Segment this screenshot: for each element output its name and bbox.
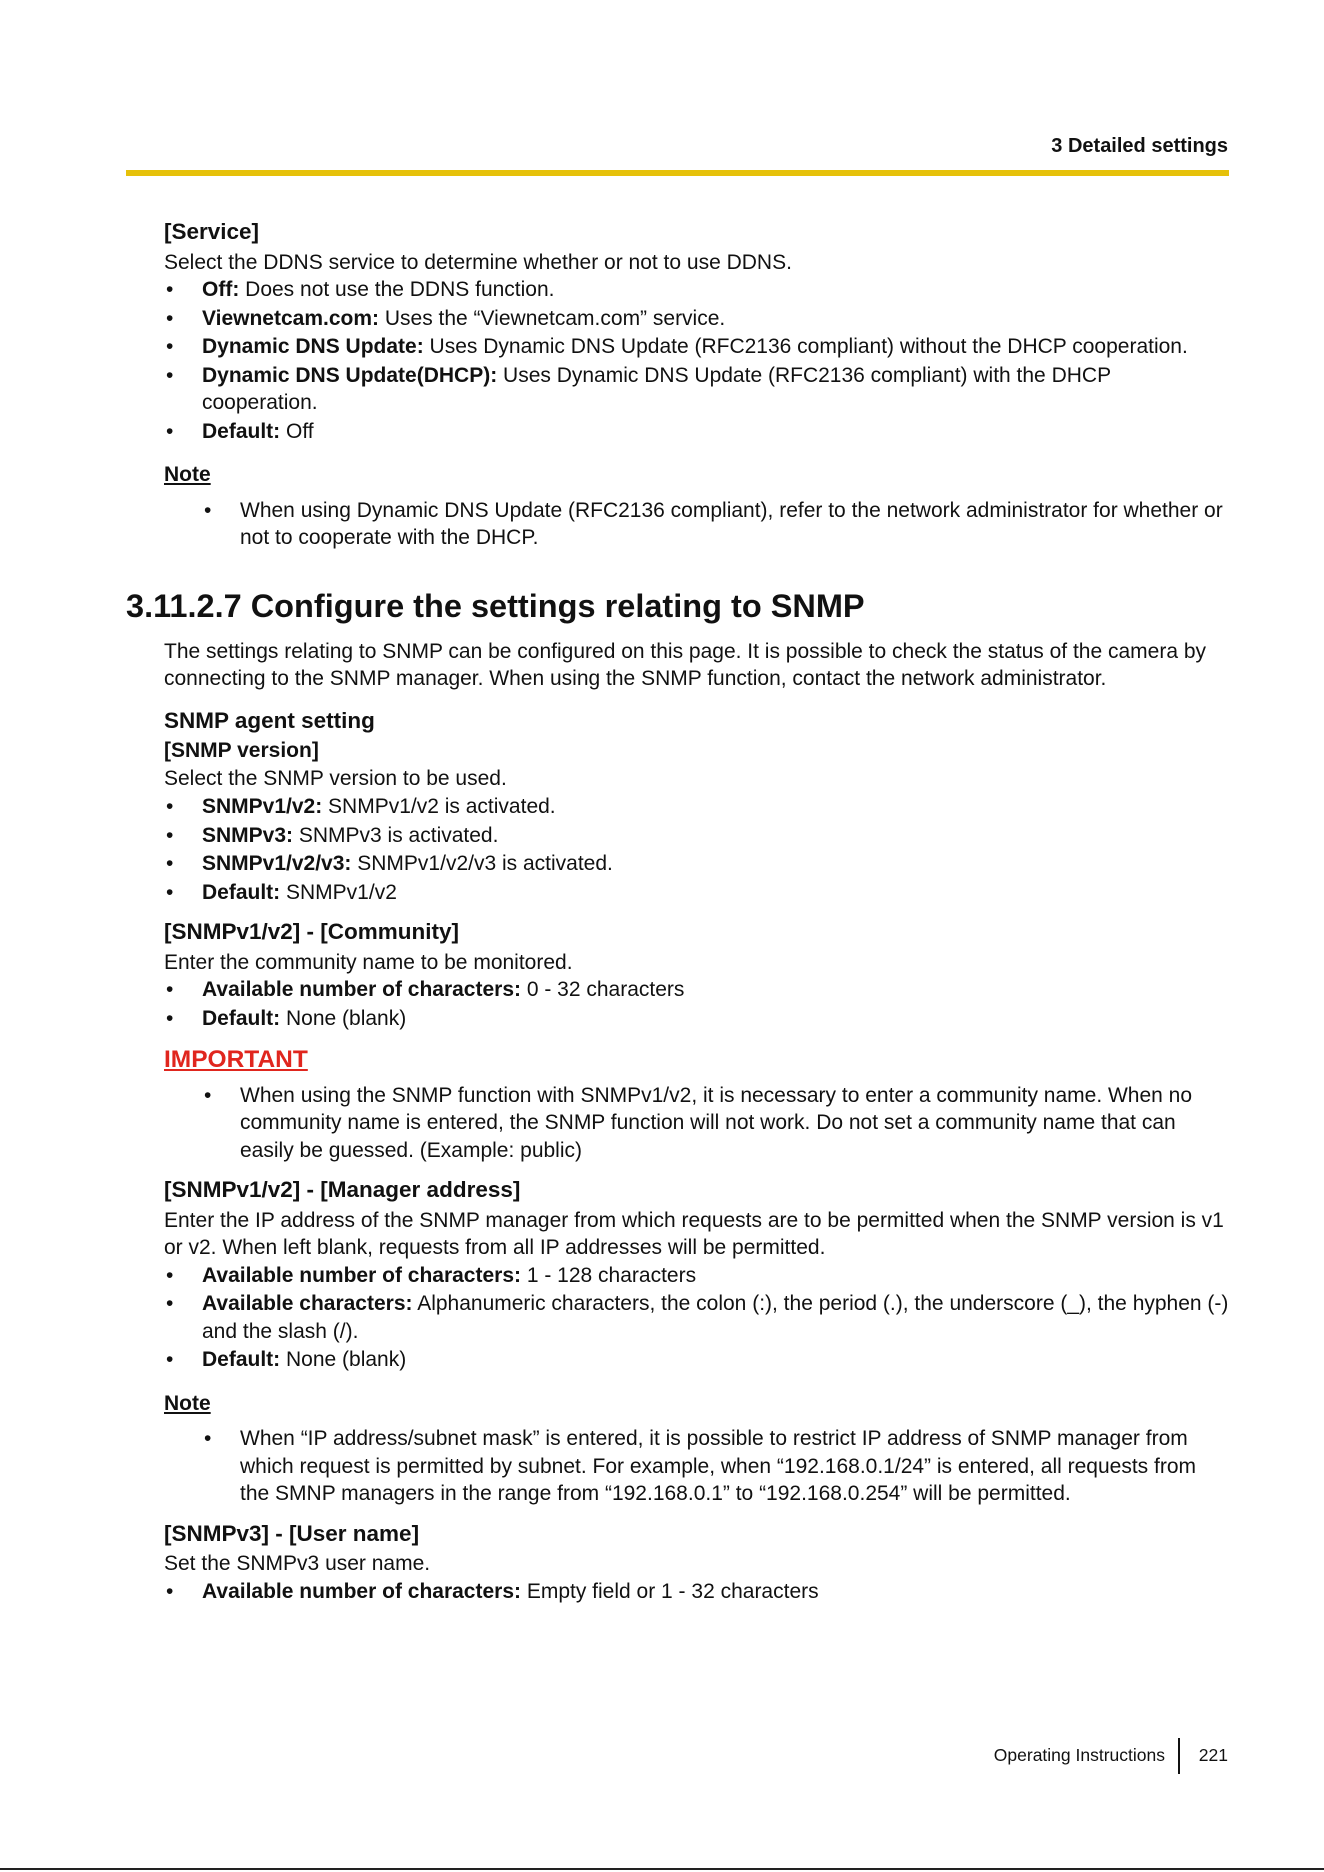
username-intro: Set the SNMPv3 user name.: [164, 1552, 431, 1575]
list-item: • Dynamic DNS Update: Uses Dynamic DNS Update (RFC2136 compliant) without the DHCP cooperation.: [164, 333, 1230, 361]
important-item: • When using the SNMP function with SNMPv1/v2, it is necessary to enter a community name. When no community name is entered, the SNMP function will not work. Do not set a community name that can easily be guessed. (Example: public): [164, 1082, 1230, 1165]
list-item: • SNMPv3: SNMPv3 is activated.: [164, 822, 1230, 850]
note-item: • When “IP address/subnet mask” is entered, it is possible to restrict IP address of SNMP manager from which request is permitted by subnet. For example, when “192.168.0.1/24” is entered, all requests from the SMNP managers in the range from “192.168.0.1” to “192.168.0.254” will be permitted.: [164, 1425, 1230, 1508]
list-item: • SNMPv1/v2/v3: SNMPv1/v2/v3 is activated.: [164, 850, 1230, 878]
list-item: • Default: SNMPv1/v2: [164, 879, 1230, 907]
footer-separator: [1178, 1738, 1180, 1774]
running-header: 3 Detailed settings: [1051, 135, 1228, 157]
community-heading: [SNMPv1/v2] - [Community]: [164, 919, 460, 944]
list-item: • Viewnetcam.com: Uses the “Viewnetcam.com” service.: [164, 305, 1230, 333]
version-list: [164, 793, 1230, 906]
page-number: 221: [1198, 1745, 1228, 1765]
note-heading: Note: [164, 1391, 211, 1415]
header-rule: [126, 170, 1229, 176]
list-item: • Available characters: Alphanumeric characters, the colon (:), the period (.), the underscore (_), the hyphen (-) and the slash (/).: [164, 1290, 1230, 1345]
list-item: • Available number of characters: 1 - 128 characters: [164, 1262, 1230, 1290]
manager-intro: Enter the IP address of the SNMP manager from which requests are to be permitted when the SNMP version is v1 or v2. When left blank, requests from all IP addresses will be permitted.: [164, 1208, 1224, 1259]
note-heading: Note: [164, 463, 211, 486]
list-item: • Available number of characters: 0 - 32 characters: [164, 976, 1230, 1004]
service-list: [164, 276, 1230, 445]
list-item: • Default: Off: [164, 418, 1230, 446]
list-item: • Off: Does not use the DDNS function.: [164, 276, 1230, 304]
note-item: • When using Dynamic DNS Update (RFC2136 compliant), refer to the network administrator for whether or not to cooperate with the DHCP.: [164, 497, 1230, 552]
version-heading: [SNMP version]: [164, 739, 319, 762]
section-title: 3.11.2.7 Configure the settings relating to SNMP: [126, 587, 865, 624]
section-intro: The settings relating to SNMP can be configured on this page. It is possible to check the status of the camera by connecting to the SNMP manager. When using the SNMP function, contact the network administrator.: [164, 639, 1207, 690]
manager-list: [164, 1262, 1230, 1374]
list-item: • Default: None (blank): [164, 1005, 1230, 1033]
list-item: • Available number of characters: Empty field or 1 - 32 characters: [164, 1578, 1230, 1606]
important-heading: IMPORTANT: [164, 1046, 308, 1073]
important-list: [164, 1082, 1230, 1165]
list-item: • SNMPv1/v2: SNMPv1/v2 is activated.: [164, 793, 1230, 821]
username-heading: [SNMPv3] - [User name]: [164, 1520, 420, 1546]
agent-heading: SNMP agent setting: [164, 707, 375, 733]
username-list: [164, 1578, 1230, 1606]
community-intro: Enter the community name to be monitored.: [164, 950, 573, 974]
page-content: [126, 218, 1230, 1605]
page-bottom-edge: [0, 1868, 1324, 1870]
community-list: [164, 976, 1230, 1032]
manager-heading: [SNMPv1/v2] - [Manager address]: [164, 1177, 521, 1202]
footer-label: Operating Instructions: [993, 1745, 1165, 1765]
list-item: • Dynamic DNS Update(DHCP): Uses Dynamic DNS Update (RFC2136 compliant) with the DHCP cooperation.: [164, 362, 1230, 417]
note-list: [164, 1425, 1230, 1508]
note-list: [164, 497, 1230, 552]
service-heading: [Service]: [164, 219, 260, 244]
service-intro: Select the DDNS service to determine whether or not to use DDNS.: [164, 250, 792, 274]
version-intro: Select the SNMP version to be used.: [164, 766, 507, 790]
list-item: • Default: None (blank): [164, 1346, 1230, 1374]
